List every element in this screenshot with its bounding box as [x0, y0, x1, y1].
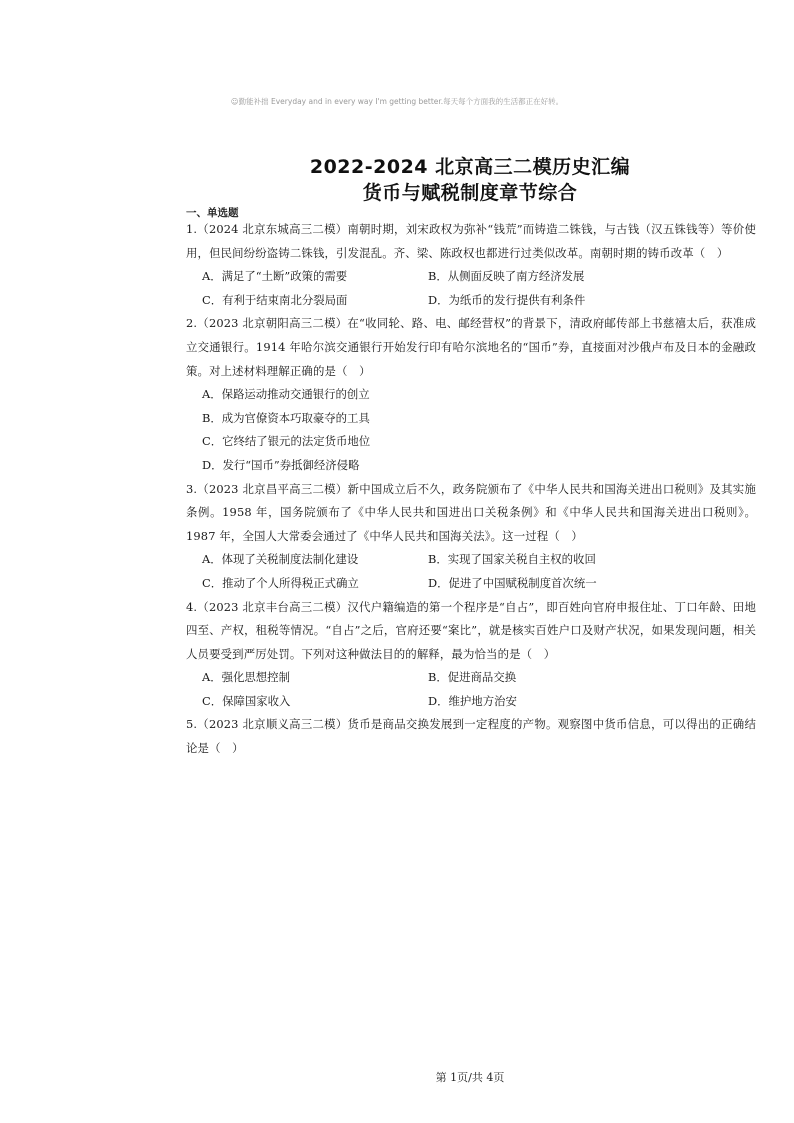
question-stem: 5.（2023 北京顺义高三二模）货币是商品交换发展到一定程度的产物。观察图中货币信息，可以得出的正确结论是（ ）: [186, 717, 756, 756]
option-d: D．为纸币的发行提供有利条件: [428, 292, 586, 307]
question-1: [186, 218, 756, 312]
question-stem: 4.（2023 北京丰台高三二模）汉代户籍编造的第一个程序是“自占”，即百姓向官府申报住址、丁口年龄、田地四至、产权，租税等情况。“自占”之后，官府还要“案比”，就是核实百姓户口及财产状况，如果发现问题，相关人员要受到严厉处罚。下列对这种做法目的的解释，最为恰当的是（ ）: [186, 599, 756, 661]
option-a: A．保路运动推动交通银行的创立: [202, 387, 370, 402]
option-b: B．从侧面反映了南方经济发展: [428, 269, 585, 284]
option-c: C．它终结了银元的法定货币地位: [202, 434, 371, 449]
option-d: D．维护地方治安: [428, 693, 517, 708]
question-stem: 1.（2024 北京东城高三二模）南朝时期，刘宋政权为弥补“钱荒”而铸造二铢钱，与古钱（汉五铢钱等）等价使用，但民间纷纷盗铸二铢钱，引发混乱。齐、梁、陈政权也都进行过类似改革。南朝时期的铸币改革（ ）: [186, 222, 756, 260]
option-b: B．实现了国家关税自主权的收回: [428, 552, 596, 567]
option-a: A．强化思想控制: [202, 670, 290, 685]
option-a: A．体现了关税制度法制化建设: [202, 552, 359, 567]
option-b: B．促进商品交换: [428, 670, 517, 685]
header-motto: ☺勤能补拙 Everyday and in every way I'm getting better.每天每个方面我的生活都正在好转。: [230, 97, 564, 106]
page-subtitle: 货币与赋税制度章节综合: [362, 182, 578, 204]
page-title: 2022-2024 北京高三二模历史汇编: [309, 156, 631, 178]
question-list: [186, 218, 756, 761]
option-group: [186, 265, 756, 312]
question-5: [186, 713, 756, 760]
question-3: [186, 478, 756, 596]
option-c: C．有利于结束南北分裂局面: [202, 292, 348, 307]
option-a: A．满足了“土断”政策的需要: [202, 269, 348, 284]
question-4: [186, 596, 756, 714]
option-c: C．推动了个人所得税正式确立: [202, 575, 359, 590]
page-footer: 第 1页/共 4页: [435, 1071, 505, 1084]
section-heading: 一、单选题: [186, 207, 239, 219]
option-group: [186, 548, 756, 595]
question-2: [186, 312, 756, 477]
option-d: D．发行“国币”券抵御经济侵略: [202, 457, 360, 472]
option-group: [186, 666, 756, 713]
option-c: C．保障国家收入: [202, 693, 291, 708]
question-stem: 2.（2023 北京朝阳高三二模）在“收同轮、路、电、邮经营权”的背景下，清政府邮传部上书慈禧太后，获准成立交通银行。1914 年哈尔滨交通银行开始发行印有哈尔滨地名的“国币”券，直接面对沙俄卢布及日本的金融政策。对上述材料理解正确的是（ ）: [186, 316, 756, 378]
option-d: D．促进了中国赋税制度首次统一: [428, 575, 597, 590]
option-b: B．成为官僚资本巧取豪夺的工具: [202, 410, 370, 425]
question-stem: 3.（2023 北京昌平高三二模）新中国成立后不久，政务院颁布了《中华人民共和国海关进出口税则》及其实施条例。1958 年，国务院颁布了《中华人民共和国进出口关税条例》和《中华人民共和国海关进出口税则》。1987 年，全国人大常委会通过了《中华人民共和国海关法》。这一过程（ ）: [186, 481, 756, 543]
option-group: [186, 383, 756, 477]
